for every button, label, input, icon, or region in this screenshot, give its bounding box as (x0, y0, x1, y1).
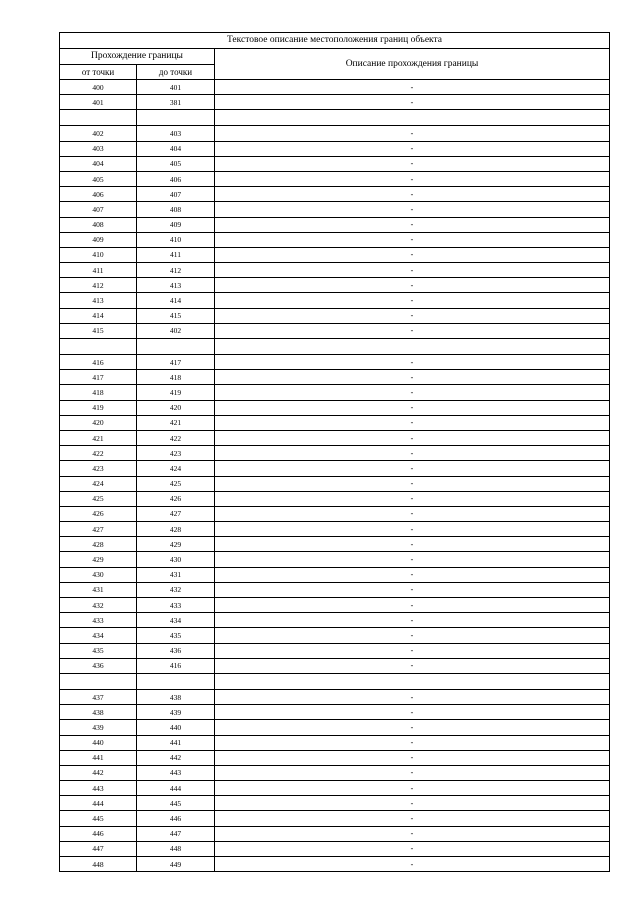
description-cell: - (215, 476, 610, 491)
description-cell: - (215, 750, 610, 765)
from-point-cell: 401 (60, 95, 137, 110)
empty-cell (60, 339, 137, 355)
description-cell: - (215, 171, 610, 186)
table-row (60, 491, 610, 506)
to-point-cell: 407 (137, 187, 215, 202)
description-cell: - (215, 202, 610, 217)
from-point-cell: 433 (60, 613, 137, 628)
from-point-cell: 428 (60, 537, 137, 552)
description-cell: - (215, 126, 610, 141)
to-point-cell: 416 (137, 658, 215, 673)
from-point-cell: 441 (60, 750, 137, 765)
from-point-cell: 420 (60, 415, 137, 430)
description-cell: - (215, 370, 610, 385)
to-point-cell: 435 (137, 628, 215, 643)
description-cell: - (215, 537, 610, 552)
empty-cell (137, 339, 215, 355)
to-point-cell: 417 (137, 355, 215, 370)
from-point-cell: 438 (60, 705, 137, 720)
to-point-cell: 448 (137, 841, 215, 856)
description-cell: - (215, 567, 610, 582)
description-cell: - (215, 293, 610, 308)
to-point-cell: 443 (137, 765, 215, 780)
from-point-cell: 447 (60, 841, 137, 856)
from-point-cell: 429 (60, 552, 137, 567)
table-row (60, 735, 610, 750)
empty-cell (215, 110, 610, 126)
description-cell: - (215, 613, 610, 628)
table-row (60, 308, 610, 323)
description-cell: - (215, 430, 610, 445)
from-point-cell: 422 (60, 446, 137, 461)
description-cell: - (215, 385, 610, 400)
table-row (60, 80, 610, 95)
table-row (60, 689, 610, 704)
table-spacer-row (60, 339, 610, 355)
table-body (60, 80, 610, 872)
to-point-cell: 426 (137, 491, 215, 506)
from-point-cell: 434 (60, 628, 137, 643)
to-point-cell: 401 (137, 80, 215, 95)
description-cell: - (215, 355, 610, 370)
from-point-cell: 404 (60, 156, 137, 171)
table-row (60, 202, 610, 217)
to-point-cell: 403 (137, 126, 215, 141)
from-point-cell: 417 (60, 370, 137, 385)
table-row (60, 506, 610, 521)
header-to-point: до точки (137, 65, 215, 80)
to-point-cell: 447 (137, 826, 215, 841)
to-point-cell: 430 (137, 552, 215, 567)
description-cell: - (215, 323, 610, 338)
to-point-cell: 404 (137, 141, 215, 156)
header-from-point: от точки (60, 65, 137, 80)
to-point-cell: 381 (137, 95, 215, 110)
from-point-cell: 444 (60, 796, 137, 811)
to-point-cell: 422 (137, 430, 215, 445)
description-cell: - (215, 95, 610, 110)
table-row (60, 826, 610, 841)
to-point-cell: 409 (137, 217, 215, 232)
table-row (60, 400, 610, 415)
table-row (60, 293, 610, 308)
to-point-cell: 439 (137, 705, 215, 720)
to-point-cell: 414 (137, 293, 215, 308)
table-row (60, 720, 610, 735)
from-point-cell: 432 (60, 598, 137, 613)
to-point-cell: 425 (137, 476, 215, 491)
table-title: Текстовое описание местоположения границ объекта (60, 33, 610, 49)
to-point-cell: 436 (137, 643, 215, 658)
to-point-cell: 413 (137, 278, 215, 293)
from-point-cell: 440 (60, 735, 137, 750)
to-point-cell: 423 (137, 446, 215, 461)
description-cell: - (215, 263, 610, 278)
from-point-cell: 407 (60, 202, 137, 217)
description-cell: - (215, 582, 610, 597)
from-point-cell: 431 (60, 582, 137, 597)
to-point-cell: 405 (137, 156, 215, 171)
description-cell: - (215, 658, 610, 673)
description-cell: - (215, 628, 610, 643)
from-point-cell: 414 (60, 308, 137, 323)
to-point-cell: 449 (137, 857, 215, 872)
from-point-cell: 423 (60, 461, 137, 476)
description-cell: - (215, 187, 610, 202)
empty-cell (60, 673, 137, 689)
description-cell: - (215, 446, 610, 461)
empty-cell (215, 339, 610, 355)
from-point-cell: 413 (60, 293, 137, 308)
empty-cell (137, 110, 215, 126)
table-spacer-row (60, 110, 610, 126)
from-point-cell: 400 (60, 80, 137, 95)
description-cell: - (215, 781, 610, 796)
from-point-cell: 405 (60, 171, 137, 186)
table-row (60, 582, 610, 597)
table-row (60, 476, 610, 491)
description-cell: - (215, 80, 610, 95)
description-cell: - (215, 506, 610, 521)
description-cell: - (215, 552, 610, 567)
table-row (60, 643, 610, 658)
from-point-cell: 436 (60, 658, 137, 673)
description-cell: - (215, 247, 610, 262)
description-cell: - (215, 522, 610, 537)
table-row (60, 446, 610, 461)
description-cell: - (215, 278, 610, 293)
table-row (60, 95, 610, 110)
table-row (60, 781, 610, 796)
description-cell: - (215, 735, 610, 750)
table-row (60, 171, 610, 186)
table-row (60, 811, 610, 826)
to-point-cell: 446 (137, 811, 215, 826)
description-cell: - (215, 415, 610, 430)
to-point-cell: 411 (137, 247, 215, 262)
to-point-cell: 438 (137, 689, 215, 704)
table-row (60, 613, 610, 628)
to-point-cell: 421 (137, 415, 215, 430)
from-point-cell: 412 (60, 278, 137, 293)
description-cell: - (215, 598, 610, 613)
to-point-cell: 402 (137, 323, 215, 338)
table-row (60, 247, 610, 262)
table-row (60, 263, 610, 278)
from-point-cell: 402 (60, 126, 137, 141)
to-point-cell: 420 (137, 400, 215, 415)
to-point-cell: 415 (137, 308, 215, 323)
description-cell: - (215, 491, 610, 506)
table-row (60, 415, 610, 430)
table-row (60, 278, 610, 293)
from-point-cell: 448 (60, 857, 137, 872)
table-row (60, 232, 610, 247)
header-boundary-description: Описание прохождения границы (215, 49, 610, 80)
description-cell: - (215, 765, 610, 780)
from-point-cell: 421 (60, 430, 137, 445)
description-cell: - (215, 857, 610, 872)
table-row (60, 705, 610, 720)
from-point-cell: 411 (60, 263, 137, 278)
description-cell: - (215, 308, 610, 323)
table-row (60, 841, 610, 856)
from-point-cell: 426 (60, 506, 137, 521)
table-row (60, 385, 610, 400)
from-point-cell: 424 (60, 476, 137, 491)
from-point-cell: 437 (60, 689, 137, 704)
description-cell: - (215, 217, 610, 232)
table-row (60, 750, 610, 765)
to-point-cell: 440 (137, 720, 215, 735)
from-point-cell: 410 (60, 247, 137, 262)
table-row (60, 141, 610, 156)
to-point-cell: 431 (137, 567, 215, 582)
to-point-cell: 410 (137, 232, 215, 247)
description-cell: - (215, 796, 610, 811)
to-point-cell: 406 (137, 171, 215, 186)
table-row (60, 430, 610, 445)
description-cell: - (215, 705, 610, 720)
description-cell: - (215, 643, 610, 658)
to-point-cell: 434 (137, 613, 215, 628)
to-point-cell: 418 (137, 370, 215, 385)
table-row (60, 628, 610, 643)
table-row (60, 658, 610, 673)
table-row (60, 126, 610, 141)
to-point-cell: 441 (137, 735, 215, 750)
table-row (60, 552, 610, 567)
to-point-cell: 444 (137, 781, 215, 796)
from-point-cell: 403 (60, 141, 137, 156)
to-point-cell: 442 (137, 750, 215, 765)
table-spacer-row (60, 673, 610, 689)
from-point-cell: 435 (60, 643, 137, 658)
from-point-cell: 427 (60, 522, 137, 537)
from-point-cell: 442 (60, 765, 137, 780)
table-row (60, 796, 610, 811)
to-point-cell: 432 (137, 582, 215, 597)
table-row (60, 765, 610, 780)
description-cell: - (215, 232, 610, 247)
to-point-cell: 433 (137, 598, 215, 613)
from-point-cell: 418 (60, 385, 137, 400)
empty-cell (60, 110, 137, 126)
table-row (60, 355, 610, 370)
description-cell: - (215, 461, 610, 476)
table-row (60, 522, 610, 537)
description-cell: - (215, 826, 610, 841)
empty-cell (137, 673, 215, 689)
table-row (60, 567, 610, 582)
table-row (60, 537, 610, 552)
to-point-cell: 424 (137, 461, 215, 476)
description-cell: - (215, 400, 610, 415)
description-cell: - (215, 720, 610, 735)
from-point-cell: 415 (60, 323, 137, 338)
from-point-cell: 445 (60, 811, 137, 826)
empty-cell (215, 673, 610, 689)
from-point-cell: 439 (60, 720, 137, 735)
from-point-cell: 408 (60, 217, 137, 232)
to-point-cell: 408 (137, 202, 215, 217)
from-point-cell: 419 (60, 400, 137, 415)
to-point-cell: 445 (137, 796, 215, 811)
boundary-description-table (59, 32, 610, 872)
to-point-cell: 427 (137, 506, 215, 521)
description-cell: - (215, 811, 610, 826)
description-cell: - (215, 141, 610, 156)
table-row (60, 598, 610, 613)
from-point-cell: 416 (60, 355, 137, 370)
to-point-cell: 429 (137, 537, 215, 552)
from-point-cell: 443 (60, 781, 137, 796)
header-boundary-passage: Прохождение границы (60, 49, 215, 65)
to-point-cell: 419 (137, 385, 215, 400)
table-row (60, 857, 610, 872)
from-point-cell: 430 (60, 567, 137, 582)
from-point-cell: 425 (60, 491, 137, 506)
table-row (60, 370, 610, 385)
to-point-cell: 428 (137, 522, 215, 537)
from-point-cell: 446 (60, 826, 137, 841)
from-point-cell: 406 (60, 187, 137, 202)
from-point-cell: 409 (60, 232, 137, 247)
to-point-cell: 412 (137, 263, 215, 278)
table-row (60, 323, 610, 338)
table-row (60, 156, 610, 171)
table-row (60, 187, 610, 202)
description-cell: - (215, 841, 610, 856)
table-row (60, 217, 610, 232)
description-cell: - (215, 156, 610, 171)
table-row (60, 461, 610, 476)
description-cell: - (215, 689, 610, 704)
